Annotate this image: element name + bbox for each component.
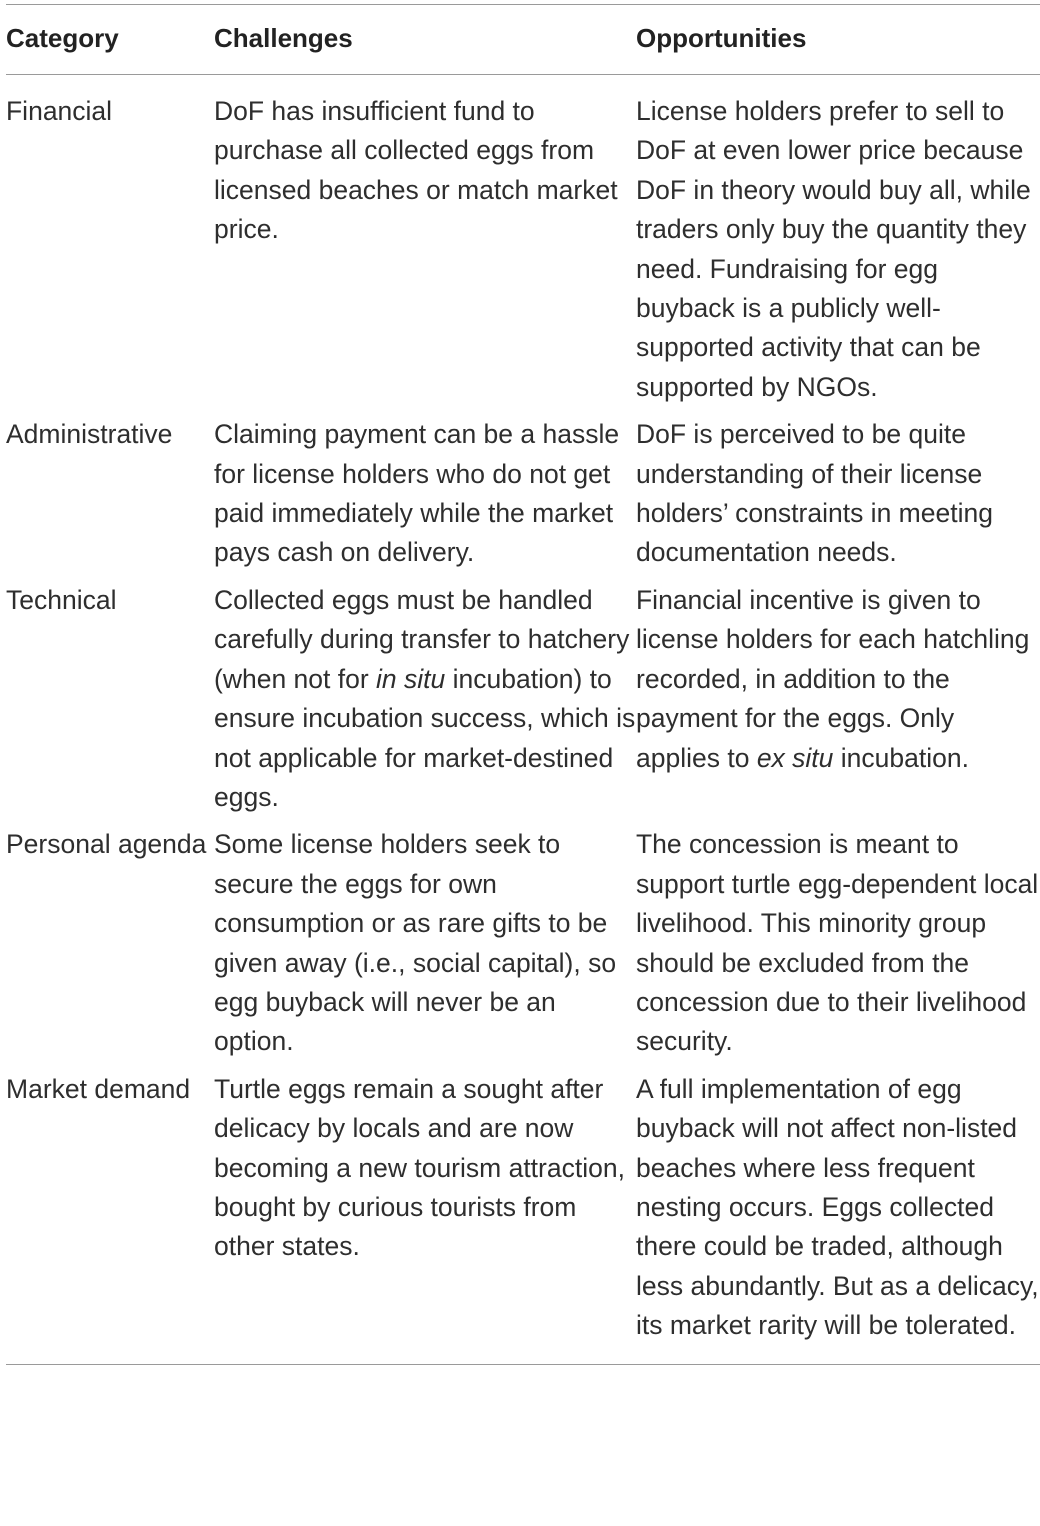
bottom-rule bbox=[6, 1364, 1040, 1365]
table-row-market-demand bbox=[6, 1070, 1040, 1354]
header-category: Category bbox=[6, 23, 119, 53]
table-row-technical bbox=[6, 581, 1040, 825]
table-row-financial bbox=[6, 75, 1040, 416]
challenges-text-post: incubation) to ensure incubation success, which is not applicable for market-destined eggs. bbox=[214, 663, 636, 812]
cell-challenges bbox=[214, 581, 636, 825]
opportunities-text-post: incubation. bbox=[833, 742, 969, 773]
challenges-text-pre: Collected eggs must be handled carefully during transfer to hatchery (when not for bbox=[214, 584, 630, 694]
cell-category: Administrative bbox=[6, 419, 173, 450]
header-opportunities: Opportunities bbox=[636, 23, 807, 53]
table-body bbox=[6, 75, 1040, 1354]
cell-category: Financial bbox=[6, 96, 113, 126]
challenges-opportunities-table-container bbox=[6, 0, 1040, 1365]
table-row-personal-agenda bbox=[6, 825, 1040, 1069]
cell-category: Market demand bbox=[6, 1073, 191, 1104]
challenges-text-italic: in situ bbox=[376, 663, 446, 694]
cell-challenges: Claiming payment can be a hassle for license holders who do not get paid immediately while the market pays cash on delivery. bbox=[214, 419, 620, 568]
opportunities-text-italic: ex situ bbox=[756, 742, 834, 773]
header-challenges: Challenges bbox=[214, 23, 353, 53]
table-row-administrative bbox=[6, 415, 1040, 581]
cell-opportunities: DoF is perceived to be quite understanding of their license holders’ constraints in meeting documentation needs. bbox=[636, 419, 993, 568]
cell-opportunities: A full implementation of egg buyback will not affect non-listed beaches where less frequent nesting occurs. Eggs collected there could be traded, although less abundantly. But as a delicacy, its market rarity will be tolerated. bbox=[636, 1073, 1039, 1341]
cell-opportunities bbox=[636, 581, 1040, 825]
cell-opportunities: The concession is meant to support turtle egg-dependent local livelihood. This minority group should be excluded from the concession due to their livelihood security. bbox=[636, 829, 1039, 1057]
cell-category: Technical bbox=[6, 584, 117, 615]
cell-opportunities: License holders prefer to sell to DoF at even lower price because DoF in theory would buy all, while traders only buy the quantity they need. Fundraising for egg buyback is a publicly well-supported activity that can be supported by NGOs. bbox=[636, 96, 1031, 402]
cell-challenges: Some license holders seek to secure the eggs for own consumption or as rare gifts to be given away (i.e., social capital), so egg buyback will never be an option. bbox=[214, 829, 617, 1057]
cell-challenges: Turtle eggs remain a sought after delicacy by locals and are now becoming a new tourism attraction, bought by curious tourists from other states. bbox=[214, 1073, 625, 1262]
cell-category: Personal agenda bbox=[6, 829, 207, 860]
table-header bbox=[6, 5, 1040, 75]
opportunities-text-pre: Financial incentive is given to license holders for each hatchling recorded, in addition to the payment for the eggs. Only applies to bbox=[636, 584, 1030, 773]
challenges-opportunities-table bbox=[6, 5, 1040, 1354]
cell-challenges: DoF has insufficient fund to purchase all collected eggs from licensed beaches or match market price. bbox=[214, 96, 618, 245]
header-row bbox=[6, 5, 1040, 75]
